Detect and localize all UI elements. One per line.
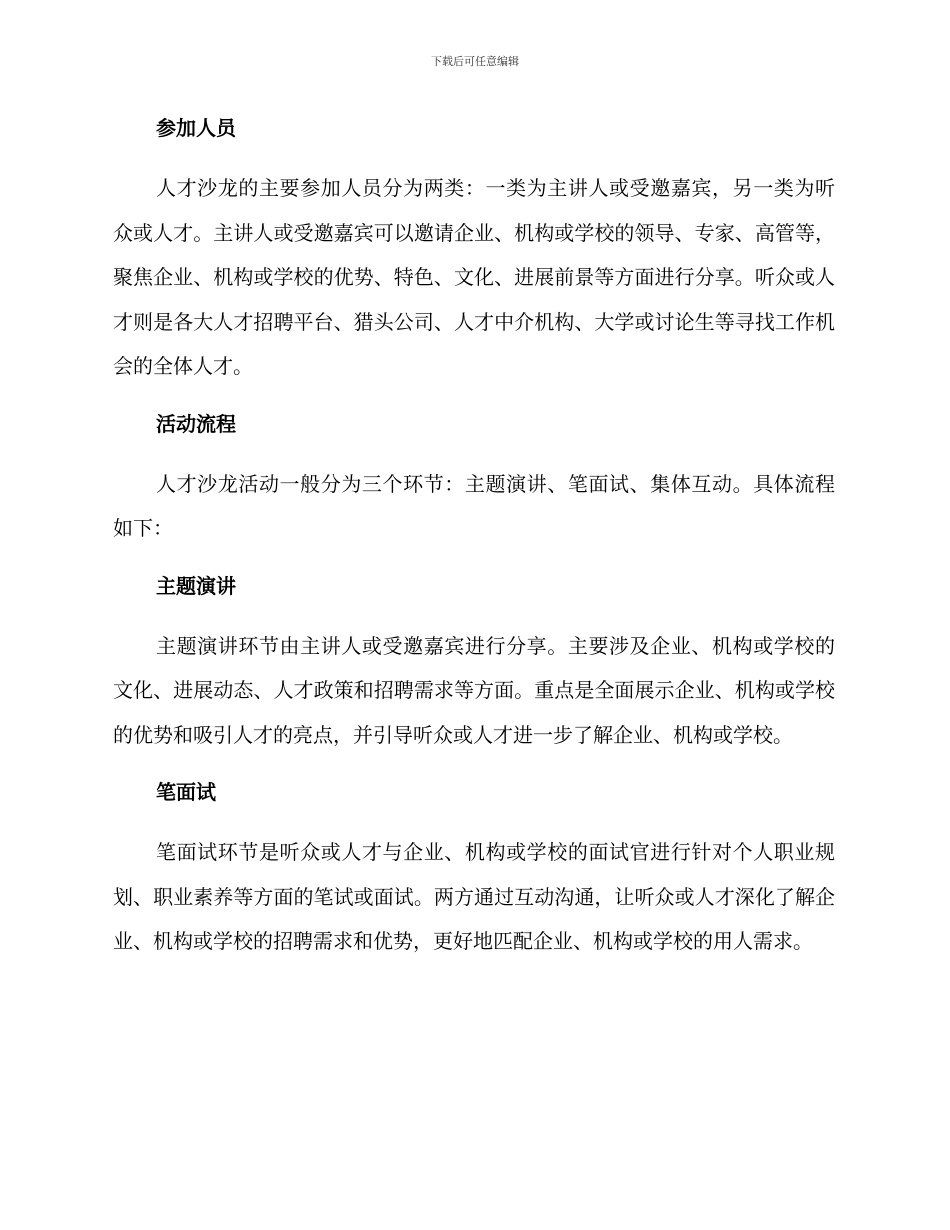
section-paragraph-process: 人才沙龙活动一般分为三个环节：主题演讲、笔面试、集体互动。具体流程如下： [113, 471, 835, 540]
section-heading-process: 活动流程 [156, 411, 236, 436]
section-heading-participants: 参加人员 [156, 116, 236, 140]
section-paragraph-keynote: 主题演讲环节由主讲人或受邀嘉宾进行分享。主要涉及企业、机构或学校的文化、进展动态、人才政策和招聘需求等方面。重点是全面展示企业、机构或学校的优势和吸引人才的亮点，并引导听众或人才进一步了解企业、机构或学校。 [113, 633, 835, 747]
section-paragraph-participants: 人才沙龙的主要参加人员分为两类：一类为主讲人或受邀嘉宾，另一类为听众或人才。主讲人或受邀嘉宾可以邀请企业、机构或学校的领导、专家、高管等，聚焦企业、机构或学校的优势、特色、文化、进展前景等方面进行分享。听众或人才则是各大人才招聘平台、猎头公司、人才中介机构、大学或讨论生等寻找工作机会的全体人才。 [113, 176, 835, 378]
section-paragraph-written-interview: 笔面试环节是听众或人才与企业、机构或学校的面试官进行针对个人职业规划、职业素养等方面的笔试或面试。两方通过互动沟通，让听众或人才深化了解企业、机构或学校的招聘需求和优势，更好地匹配企业、机构或学校的用人需求。 [113, 840, 835, 953]
page-header: 下载后可任意编辑 [431, 55, 519, 68]
section-heading-keynote: 主题演讲 [156, 573, 236, 598]
document-body [113, 110, 835, 964]
section-heading-written-interview: 笔面试 [156, 780, 216, 804]
